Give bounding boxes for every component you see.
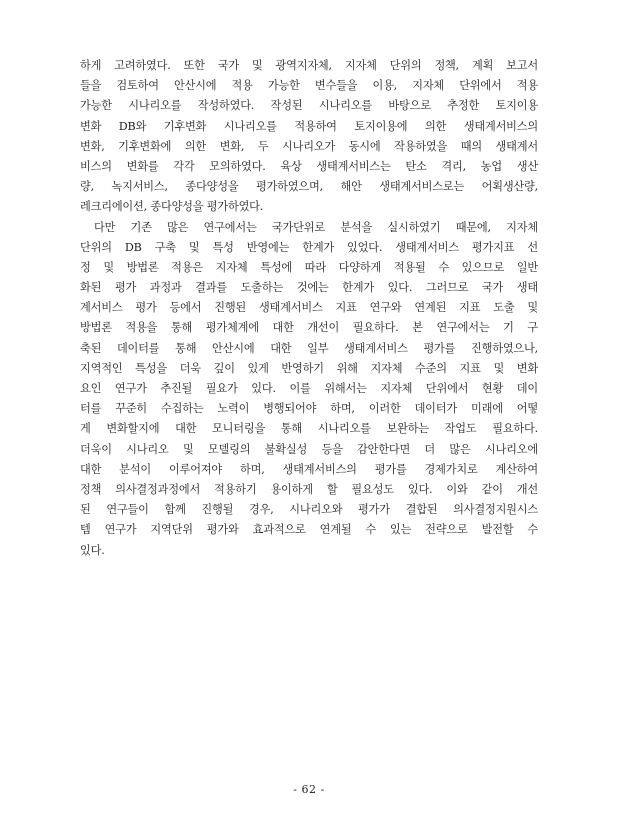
text-line: 화된 평가 과정과 결과를 도출하는 것에는 한계가 있다. 그러므로 국가 생태 [80, 281, 538, 295]
text-line: 게 변화할지에 대한 모니터링을 통해 시나리오를 보완하는 작업도 필요하다. [80, 422, 538, 436]
text-line: 량, 녹지서비스, 종다양성을 평가하였으며, 해안 생태계서비스로는 어획생산량, [80, 180, 538, 194]
text-line: 변화 DB와 기후변화 시나리오를 적용하여 토지이용에 의한 생태계서비스의 [80, 119, 538, 133]
text-line: 된 연구들이 함께 진행될 경우, 시나리오와 평가가 결합된 의사결정지원시스 [80, 503, 538, 517]
text-line: 가능한 시나리오를 작성하였다. 작성된 시나리오를 바탕으로 추정한 토지이용 [80, 99, 538, 113]
text-line: 하게 고려하였다. 또한 국가 및 광역지자체, 지자체 단위의 정책, 계획 보고서 [80, 59, 538, 72]
text-line: 레크리에이션, 종다양성을 평가하였다. [80, 200, 264, 214]
text-line: 계서비스 평가 등에서 진행된 생태계서비스 지표 연구와 연계된 지표 도출 및 [80, 301, 538, 315]
paragraph [80, 218, 538, 561]
text-line: 대한 분석이 이루어져야 하며, 생태계서비스의 평가를 경제가치로 계산하여 [80, 462, 538, 476]
page-number: - 62 - [293, 783, 325, 796]
text-line: 비스의 변화를 각각 모의하였다. 육상 생태계서비스는 탄소 격리, 농업 생산 [80, 159, 538, 173]
text-line: 방법론 적용을 통해 평가체계에 대한 개선이 필요하다. 본 연구에서는 기 구 [80, 321, 538, 335]
text-line: 더욱이 시나리오 및 모델링의 불확실성 등을 감안한다면 더 많은 시나리오에 [80, 442, 538, 456]
paragraph [80, 56, 538, 218]
text-line: 들을 검토하여 안산시에 적용 가능한 변수들을 이용, 지자체 단위에서 적용 [80, 79, 538, 93]
body-text [80, 56, 538, 561]
text-line: 템 연구가 지역단위 평가와 효과적으로 연계될 수 있는 전략으로 발전할 수 [80, 523, 538, 537]
text-line: 지역적인 특성을 더욱 깊이 있게 반영하기 위해 지자체 수준의 지표 및 변화 [80, 361, 538, 375]
text-line: 있다. [80, 543, 105, 557]
text-line: 요인 연구가 추진될 필요가 있다. 이를 위해서는 지자체 단위에서 현황 데이 [80, 382, 538, 395]
text-line: 축된 데이터를 통해 안산시에 대한 일부 생태계서비스 평가를 진행하였으나, [80, 341, 538, 355]
text-line: 다만 기존 많은 연구에서는 국가단위로 분석을 실시하였기 때문에, 지자체 [94, 220, 538, 234]
text-line: 정책 의사결정과정에서 적용하기 용이하게 할 필요성도 있다. 이와 같이 개선 [80, 482, 538, 496]
text-line: 단위의 DB 구축 및 특성 반영에는 한계가 있었다. 생태계서비스 평가지표 선 [80, 240, 538, 254]
text-line: 변화, 기후변화에 의한 변화, 두 시나리오가 동시에 작용하였을 때의 생태계서 [80, 139, 538, 153]
text-line: 정 및 방법론 적용은 지자체 특성에 따라 다양하게 적용될 수 있으므로 일반 [80, 260, 538, 274]
text-line: 터를 꾸준히 수집하는 노력이 병행되어야 하며, 이러한 데이터가 미래에 어떻 [80, 402, 538, 416]
